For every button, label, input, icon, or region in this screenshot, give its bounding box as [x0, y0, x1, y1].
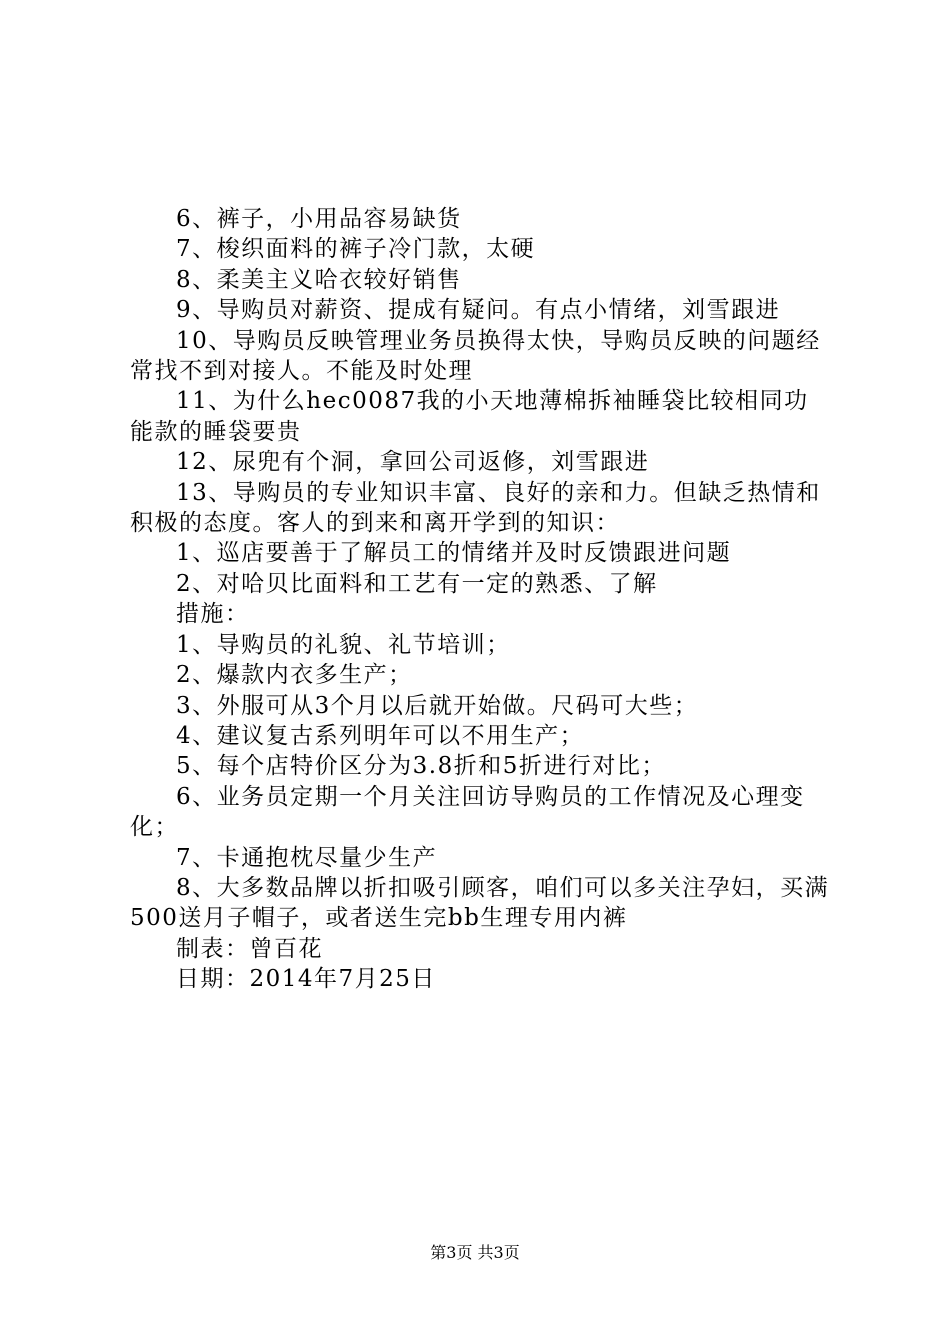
measure-item-1: 1、导购员的礼貌、礼节培训；	[176, 631, 511, 658]
paragraph-item-7-woven-pants: 7、梭织面料的裤子冷门款，太硬	[176, 236, 536, 263]
measure-item-4: 4、建议复古系列明年可以不用生产；	[176, 722, 585, 749]
page-number-footer: 第3页 共3页	[430, 1243, 520, 1262]
measure-item-6: 6、业务员定期一个月关注回访导购员的工作情况及心理变化；	[130, 783, 805, 841]
measure-item-7: 7、卡通抱枕尽量少生产	[176, 844, 438, 871]
paragraph-item-9-salary-questions: 9、导购员对薪资、提成有疑问。有点小情绪，刘雪跟进	[176, 297, 781, 324]
paragraph-item-11-sleeping-bag-price: 11、为什么hec0087我的小天地薄棉拆袖睡袋比较相同功能款的睡袋要贵	[130, 388, 809, 445]
paragraph-item-13-staff-attitude: 13、导购员的专业知识丰富、良好的亲和力。但缺乏热情和积极的态度。客人的到来和离开学到的知识：	[130, 479, 821, 537]
prepared-by: 制表：曾百花	[176, 935, 323, 962]
learning-item-1: 1、巡店要善于了解员工的情绪并及时反馈跟进问题	[176, 540, 732, 567]
measure-item-5: 5、每个店特价区分为3.8折和5折进行对比；	[176, 753, 666, 780]
measure-item-2: 2、爆款内衣多生产；	[176, 662, 413, 689]
learning-item-2: 2、对哈贝比面料和工艺有一定的熟悉、了解	[176, 570, 658, 597]
document-date: 日期：2014年7月25日	[176, 966, 436, 993]
measure-item-8: 8、大多数品牌以折扣吸引顾客，咱们可以多关注孕妇，买满500送月子帽子，或者送生完bb生理专用内裤	[130, 874, 830, 932]
paragraph-item-8-romper-sales: 8、柔美主义哈衣较好销售	[176, 266, 462, 293]
paragraph-item-10-staff-turnover: 10、导购员反映管理业务员换得太快，导购员反映的问题经常找不到对接人。不能及时处理	[130, 327, 821, 385]
measures-heading: 措施：	[176, 601, 250, 628]
paragraph-item-6-pants: 6、裤子，小用品容易缺货	[176, 206, 462, 232]
measure-item-3: 3、外服可从3个月以后就开始做。尺码可大些；	[176, 692, 699, 719]
paragraph-item-12-bib-repair: 12、尿兜有个洞，拿回公司返修，刘雪跟进	[176, 449, 650, 476]
document-body	[130, 204, 832, 995]
